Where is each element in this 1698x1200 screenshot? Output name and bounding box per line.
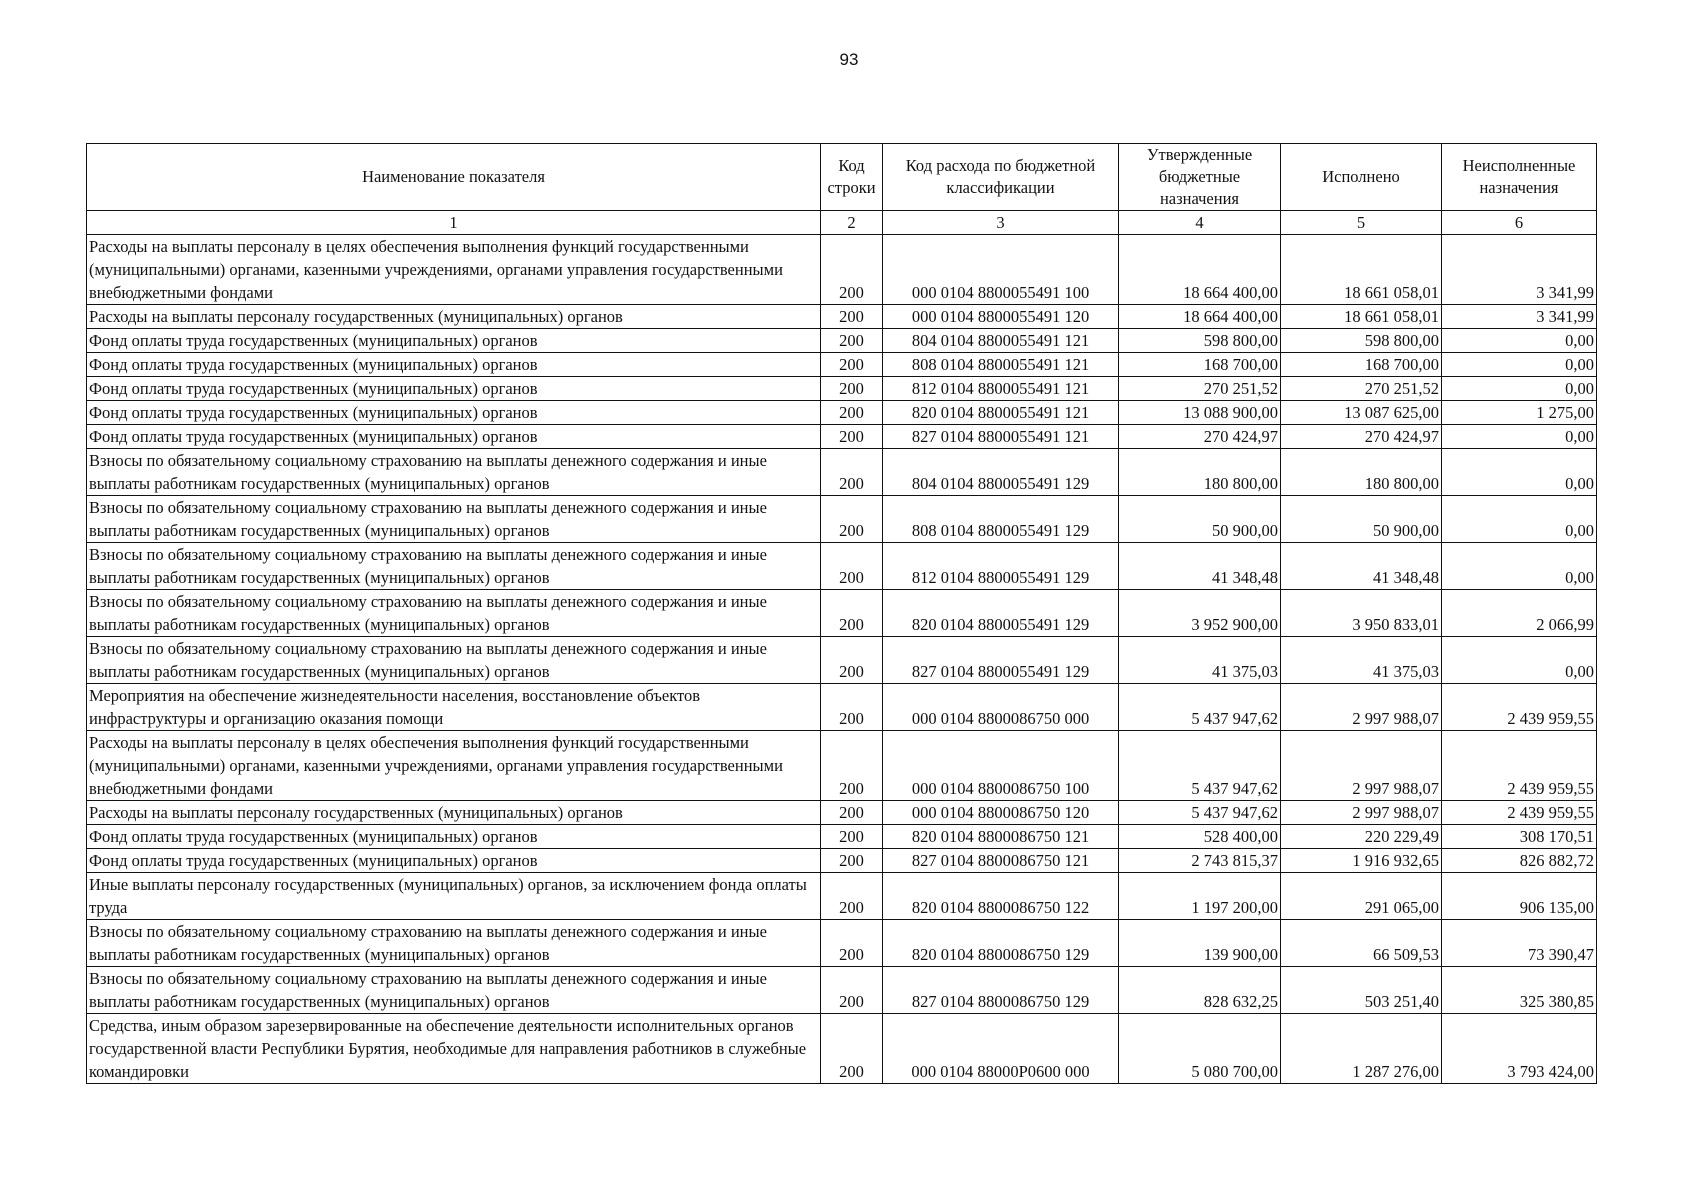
row-indicator-name: Фонд оплаты труда государственных (муниципальных) органов bbox=[87, 377, 821, 401]
table-row bbox=[87, 873, 1597, 920]
header-line-code: Код строки bbox=[821, 144, 883, 211]
budget-execution-table bbox=[86, 143, 1597, 1084]
table-row bbox=[87, 305, 1597, 329]
column-number: 4 bbox=[1119, 211, 1281, 235]
row-line-code: 200 bbox=[821, 825, 883, 849]
header-executed: Исполнено bbox=[1281, 144, 1442, 211]
row-unexecuted: 0,00 bbox=[1442, 543, 1597, 590]
row-approved: 50 900,00 bbox=[1119, 496, 1281, 543]
row-expense-code: 827 0104 8800086750 129 bbox=[883, 967, 1119, 1014]
row-approved: 5 080 700,00 bbox=[1119, 1014, 1281, 1084]
row-unexecuted: 0,00 bbox=[1442, 496, 1597, 543]
row-executed: 1 287 276,00 bbox=[1281, 1014, 1442, 1084]
row-indicator-name: Взносы по обязательному социальному страхованию на выплаты денежного содержания и иные выплаты работникам государственных (муниципальных) органов bbox=[87, 496, 821, 543]
row-line-code: 200 bbox=[821, 590, 883, 637]
row-line-code: 200 bbox=[821, 449, 883, 496]
row-executed: 41 348,48 bbox=[1281, 543, 1442, 590]
row-expense-code: 808 0104 8800055491 121 bbox=[883, 353, 1119, 377]
row-line-code: 200 bbox=[821, 425, 883, 449]
column-number-row bbox=[87, 211, 1597, 235]
row-expense-code: 820 0104 8800055491 121 bbox=[883, 401, 1119, 425]
row-expense-code: 000 0104 88000P0600 000 bbox=[883, 1014, 1119, 1084]
row-approved: 270 251,52 bbox=[1119, 377, 1281, 401]
row-executed: 503 251,40 bbox=[1281, 967, 1442, 1014]
row-executed: 270 424,97 bbox=[1281, 425, 1442, 449]
row-executed: 598 800,00 bbox=[1281, 329, 1442, 353]
row-executed: 2 997 988,07 bbox=[1281, 684, 1442, 731]
column-number: 1 bbox=[87, 211, 821, 235]
row-executed: 41 375,03 bbox=[1281, 637, 1442, 684]
row-line-code: 200 bbox=[821, 637, 883, 684]
row-approved: 1 197 200,00 bbox=[1119, 873, 1281, 920]
row-line-code: 200 bbox=[821, 801, 883, 825]
row-approved: 528 400,00 bbox=[1119, 825, 1281, 849]
row-expense-code: 000 0104 8800055491 120 bbox=[883, 305, 1119, 329]
header-approved: Утвержденные бюджетные назначения bbox=[1119, 144, 1281, 211]
table-row bbox=[87, 353, 1597, 377]
column-number: 3 bbox=[883, 211, 1119, 235]
table-body bbox=[87, 235, 1597, 1084]
row-expense-code: 804 0104 8800055491 121 bbox=[883, 329, 1119, 353]
row-line-code: 200 bbox=[821, 377, 883, 401]
row-expense-code: 820 0104 8800086750 129 bbox=[883, 920, 1119, 967]
table-row bbox=[87, 637, 1597, 684]
row-indicator-name: Взносы по обязательному социальному страхованию на выплаты денежного содержания и иные выплаты работникам государственных (муниципальных) органов bbox=[87, 920, 821, 967]
table-row bbox=[87, 731, 1597, 801]
row-executed: 220 229,49 bbox=[1281, 825, 1442, 849]
table-header-row bbox=[87, 144, 1597, 211]
row-expense-code: 000 0104 8800086750 120 bbox=[883, 801, 1119, 825]
row-unexecuted: 2 439 959,55 bbox=[1442, 684, 1597, 731]
row-approved: 18 664 400,00 bbox=[1119, 235, 1281, 305]
row-line-code: 200 bbox=[821, 920, 883, 967]
row-executed: 13 087 625,00 bbox=[1281, 401, 1442, 425]
table-row bbox=[87, 920, 1597, 967]
row-indicator-name: Средства, иным образом зарезервированные на обеспечение деятельности исполнительных органов государственной власти Республики Бурятия, необходимые для направления работников в служебные командировки bbox=[87, 1014, 821, 1084]
row-unexecuted: 3 341,99 bbox=[1442, 305, 1597, 329]
table-row bbox=[87, 377, 1597, 401]
table-row bbox=[87, 590, 1597, 637]
row-line-code: 200 bbox=[821, 684, 883, 731]
row-indicator-name: Фонд оплаты труда государственных (муниципальных) органов bbox=[87, 425, 821, 449]
row-approved: 270 424,97 bbox=[1119, 425, 1281, 449]
row-executed: 50 900,00 bbox=[1281, 496, 1442, 543]
table-row bbox=[87, 401, 1597, 425]
row-indicator-name: Расходы на выплаты персоналу государственных (муниципальных) органов bbox=[87, 305, 821, 329]
row-unexecuted: 0,00 bbox=[1442, 329, 1597, 353]
table-row bbox=[87, 329, 1597, 353]
row-line-code: 200 bbox=[821, 849, 883, 873]
row-unexecuted: 73 390,47 bbox=[1442, 920, 1597, 967]
row-expense-code: 820 0104 8800086750 121 bbox=[883, 825, 1119, 849]
row-expense-code: 812 0104 8800055491 129 bbox=[883, 543, 1119, 590]
row-approved: 139 900,00 bbox=[1119, 920, 1281, 967]
table-row bbox=[87, 825, 1597, 849]
column-number: 6 bbox=[1442, 211, 1597, 235]
header-indicator-name: Наименование показателя bbox=[87, 144, 821, 211]
table-row bbox=[87, 496, 1597, 543]
row-approved: 828 632,25 bbox=[1119, 967, 1281, 1014]
row-approved: 41 348,48 bbox=[1119, 543, 1281, 590]
row-executed: 2 997 988,07 bbox=[1281, 801, 1442, 825]
table-row bbox=[87, 425, 1597, 449]
row-expense-code: 000 0104 8800055491 100 bbox=[883, 235, 1119, 305]
row-approved: 598 800,00 bbox=[1119, 329, 1281, 353]
row-unexecuted: 3 793 424,00 bbox=[1442, 1014, 1597, 1084]
header-unexecuted: Неисполненные назначения bbox=[1442, 144, 1597, 211]
table-row bbox=[87, 449, 1597, 496]
row-indicator-name: Взносы по обязательному социальному страхованию на выплаты денежного содержания и иные выплаты работникам государственных (муниципальных) органов bbox=[87, 590, 821, 637]
row-line-code: 200 bbox=[821, 305, 883, 329]
row-approved: 18 664 400,00 bbox=[1119, 305, 1281, 329]
row-indicator-name: Взносы по обязательному социальному страхованию на выплаты денежного содержания и иные выплаты работникам государственных (муниципальных) органов bbox=[87, 967, 821, 1014]
row-approved: 3 952 900,00 bbox=[1119, 590, 1281, 637]
row-indicator-name: Фонд оплаты труда государственных (муниципальных) органов bbox=[87, 353, 821, 377]
row-approved: 2 743 815,37 bbox=[1119, 849, 1281, 873]
row-indicator-name: Взносы по обязательному социальному страхованию на выплаты денежного содержания и иные выплаты работникам государственных (муниципальных) органов bbox=[87, 637, 821, 684]
row-approved: 41 375,03 bbox=[1119, 637, 1281, 684]
row-approved: 180 800,00 bbox=[1119, 449, 1281, 496]
row-indicator-name: Взносы по обязательному социальному страхованию на выплаты денежного содержания и иные выплаты работникам государственных (муниципальных) органов bbox=[87, 449, 821, 496]
row-unexecuted: 0,00 bbox=[1442, 637, 1597, 684]
row-executed: 180 800,00 bbox=[1281, 449, 1442, 496]
table-row bbox=[87, 967, 1597, 1014]
row-unexecuted: 0,00 bbox=[1442, 425, 1597, 449]
row-line-code: 200 bbox=[821, 401, 883, 425]
row-approved: 168 700,00 bbox=[1119, 353, 1281, 377]
row-line-code: 200 bbox=[821, 967, 883, 1014]
column-number: 2 bbox=[821, 211, 883, 235]
row-unexecuted: 0,00 bbox=[1442, 377, 1597, 401]
row-indicator-name: Фонд оплаты труда государственных (муниципальных) органов bbox=[87, 825, 821, 849]
row-line-code: 200 bbox=[821, 731, 883, 801]
row-line-code: 200 bbox=[821, 543, 883, 590]
page-number: 93 bbox=[839, 50, 859, 69]
row-indicator-name: Фонд оплаты труда государственных (муниципальных) органов bbox=[87, 849, 821, 873]
row-unexecuted: 2 066,99 bbox=[1442, 590, 1597, 637]
row-unexecuted: 3 341,99 bbox=[1442, 235, 1597, 305]
row-executed: 291 065,00 bbox=[1281, 873, 1442, 920]
row-unexecuted: 826 882,72 bbox=[1442, 849, 1597, 873]
table-row bbox=[87, 543, 1597, 590]
row-expense-code: 827 0104 8800055491 121 bbox=[883, 425, 1119, 449]
row-line-code: 200 bbox=[821, 353, 883, 377]
row-indicator-name: Взносы по обязательному социальному страхованию на выплаты денежного содержания и иные выплаты работникам государственных (муниципальных) органов bbox=[87, 543, 821, 590]
row-unexecuted: 906 135,00 bbox=[1442, 873, 1597, 920]
row-expense-code: 820 0104 8800086750 122 bbox=[883, 873, 1119, 920]
table-row bbox=[87, 235, 1597, 305]
row-executed: 3 950 833,01 bbox=[1281, 590, 1442, 637]
table-row bbox=[87, 801, 1597, 825]
table-row bbox=[87, 1014, 1597, 1084]
row-executed: 168 700,00 bbox=[1281, 353, 1442, 377]
row-indicator-name: Фонд оплаты труда государственных (муниципальных) органов bbox=[87, 329, 821, 353]
row-unexecuted: 0,00 bbox=[1442, 449, 1597, 496]
column-number: 5 bbox=[1281, 211, 1442, 235]
row-indicator-name: Расходы на выплаты персоналу в целях обеспечения выполнения функций государственными (муниципальными) органами, казенными учреждениями, органами управления государственными внебюджетными фондами bbox=[87, 235, 821, 305]
row-expense-code: 804 0104 8800055491 129 bbox=[883, 449, 1119, 496]
row-line-code: 200 bbox=[821, 873, 883, 920]
row-expense-code: 000 0104 8800086750 100 bbox=[883, 731, 1119, 801]
row-expense-code: 827 0104 8800086750 121 bbox=[883, 849, 1119, 873]
row-expense-code: 820 0104 8800055491 129 bbox=[883, 590, 1119, 637]
row-line-code: 200 bbox=[821, 329, 883, 353]
row-expense-code: 000 0104 8800086750 000 bbox=[883, 684, 1119, 731]
row-unexecuted: 0,00 bbox=[1442, 353, 1597, 377]
row-unexecuted: 1 275,00 bbox=[1442, 401, 1597, 425]
row-unexecuted: 308 170,51 bbox=[1442, 825, 1597, 849]
row-indicator-name: Фонд оплаты труда государственных (муниципальных) органов bbox=[87, 401, 821, 425]
table-row bbox=[87, 684, 1597, 731]
row-indicator-name: Расходы на выплаты персоналу в целях обеспечения выполнения функций государственными (муниципальными) органами, казенными учреждениями, органами управления государственными внебюджетными фондами bbox=[87, 731, 821, 801]
row-approved: 5 437 947,62 bbox=[1119, 684, 1281, 731]
row-line-code: 200 bbox=[821, 1014, 883, 1084]
row-executed: 18 661 058,01 bbox=[1281, 235, 1442, 305]
table-row bbox=[87, 849, 1597, 873]
row-executed: 1 916 932,65 bbox=[1281, 849, 1442, 873]
row-line-code: 200 bbox=[821, 235, 883, 305]
row-approved: 5 437 947,62 bbox=[1119, 801, 1281, 825]
row-indicator-name: Иные выплаты персоналу государственных (муниципальных) органов, за исключением фонда оплаты труда bbox=[87, 873, 821, 920]
row-executed: 270 251,52 bbox=[1281, 377, 1442, 401]
row-unexecuted: 325 380,85 bbox=[1442, 967, 1597, 1014]
row-executed: 18 661 058,01 bbox=[1281, 305, 1442, 329]
row-expense-code: 808 0104 8800055491 129 bbox=[883, 496, 1119, 543]
row-unexecuted: 2 439 959,55 bbox=[1442, 801, 1597, 825]
row-unexecuted: 2 439 959,55 bbox=[1442, 731, 1597, 801]
row-line-code: 200 bbox=[821, 496, 883, 543]
row-executed: 66 509,53 bbox=[1281, 920, 1442, 967]
row-expense-code: 827 0104 8800055491 129 bbox=[883, 637, 1119, 684]
row-expense-code: 812 0104 8800055491 121 bbox=[883, 377, 1119, 401]
row-indicator-name: Расходы на выплаты персоналу государственных (муниципальных) органов bbox=[87, 801, 821, 825]
row-executed: 2 997 988,07 bbox=[1281, 731, 1442, 801]
row-indicator-name: Мероприятия на обеспечение жизнедеятельности населения, восстановление объектов инфраструктуры и организацию оказания помощи bbox=[87, 684, 821, 731]
row-approved: 13 088 900,00 bbox=[1119, 401, 1281, 425]
row-approved: 5 437 947,62 bbox=[1119, 731, 1281, 801]
header-expense-code: Код расхода по бюджетной классификации bbox=[883, 144, 1119, 211]
